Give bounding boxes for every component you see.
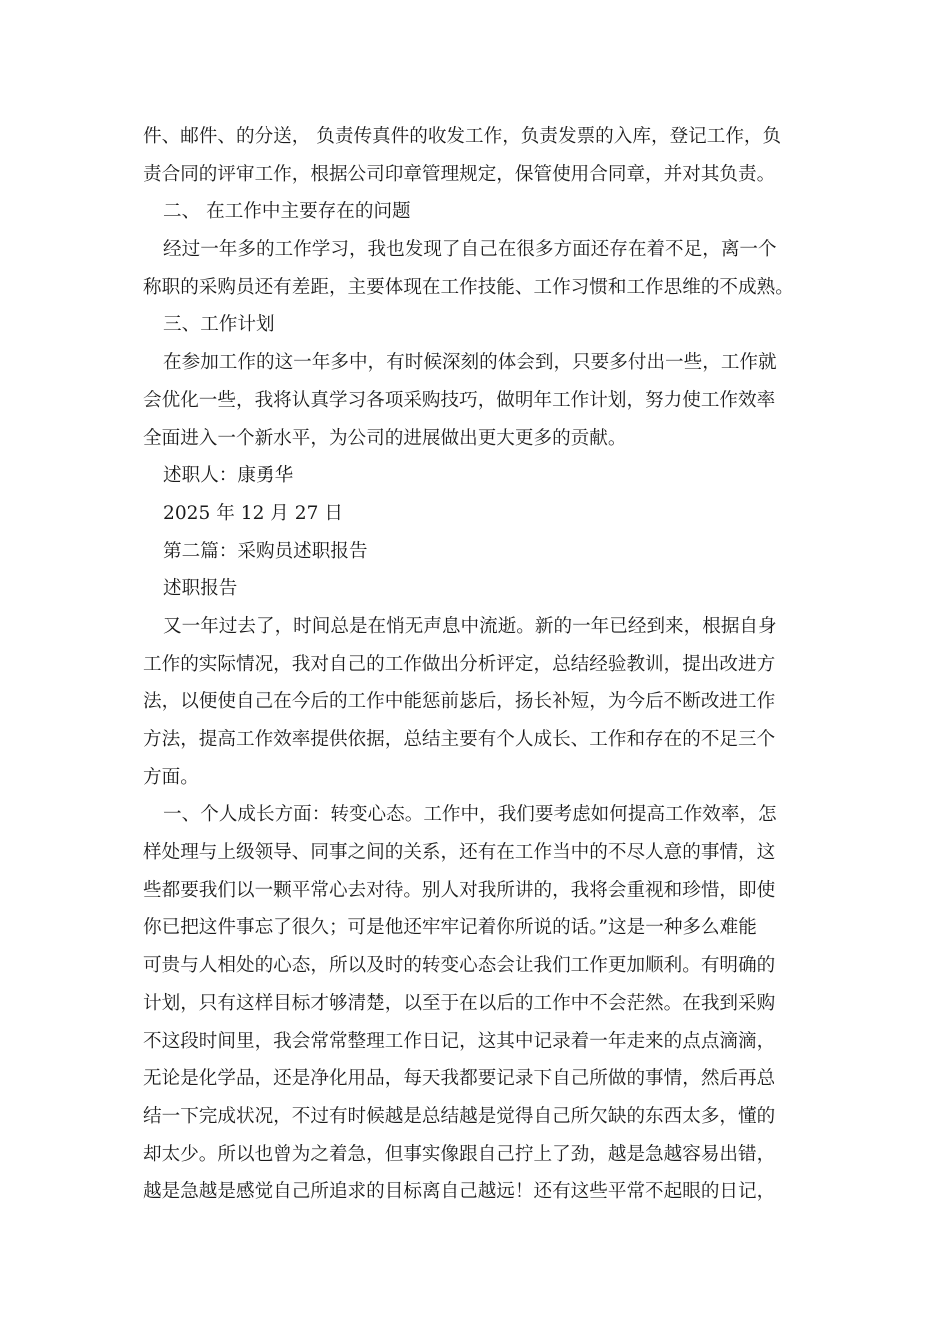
text-line: 件、邮件、的分送， 负责传真件的收发工作，负责发票的入库，登记工作，负: [143, 126, 782, 147]
text-line: 无论是化学品，还是净化用品，每天我都要记录下自己所做的事情，然后再总: [143, 1068, 776, 1090]
text-line: 会优化一些，我将认真学习各项采购技巧，做明年工作计划，努力使工作效率: [143, 389, 776, 411]
text-line: 工作的实际情况，我对自己的工作做出分析评定，总结经验教训，提出改进方: [143, 653, 776, 675]
text-line: 却太少。所以也曾为之着急，但事实像跟自己拧上了劲，越是急越容易出错，: [143, 1143, 776, 1165]
author-line: 述职人：康勇华: [163, 465, 294, 487]
date-line: 2025 年 12 月 27 日: [163, 502, 343, 524]
text-line: 经过一年多的工作学习，我也发现了自己在很多方面还存在着不足，离一个: [163, 239, 777, 261]
document-body: [143, 118, 811, 1211]
text-line: 在参加工作的这一年多中，有时候深刻的体会到，只要多付出一些，工作就: [163, 352, 777, 374]
text-line: 可贵与人相处的心态，所以及时的转变心态会让我们工作更加顺利。有明确的: [143, 955, 776, 977]
text-line: 样处理与上级领导、同事之间的关系，还有在工作当中的不尽人意的事情，这: [143, 842, 776, 864]
text-line: 些都要我们以一颗平常心去对待。别人对我所讲的，我将会重视和珍惜，即使: [143, 879, 776, 901]
text-line: 又一年过去了，时间总是在悄无声息中流逝。新的一年已经到来，根据自身: [163, 615, 777, 637]
text-line: 结一下完成状况，不过有时候越是总结越是觉得自己所欠缺的东西太多，懂的: [143, 1105, 776, 1127]
section-heading: 三、工作计划: [163, 314, 275, 336]
chapter-title: 第二篇：采购员述职报告: [163, 540, 368, 562]
text-line: 你已把这件事忘了很久；可是他还牢牢记着你所说的话。”这是一种多么难能: [143, 917, 757, 939]
text-line: 责合同的评审工作，根据公司印章管理规定，保管使用合同章，并对其负责。: [143, 163, 776, 185]
text-line: 全面进入一个新水平，为公司的进展做出更大更多的贡献。: [143, 427, 627, 449]
report-title: 述职报告: [163, 578, 238, 600]
text-line: 称职的采购员还有差距，主要体现在工作技能、工作习惯和工作思维的不成熟。: [143, 276, 794, 298]
text-line: 方法，提高工作效率提供依据，总结主要有个人成长、工作和存在的不足三个: [143, 729, 776, 750]
text-line: 越是急越是感觉自己所追求的目标离自己越远！还有这些平常不起眼的日记，: [143, 1181, 776, 1203]
text-line: 法，以便使自己在今后的工作中能惩前毖后，扬长补短，为今后不断改进工作: [143, 691, 776, 713]
text-line: 一、个人成长方面：转变心态。工作中，我们要考虑如何提高工作效率，怎: [163, 804, 777, 826]
text-line: 方面。: [143, 766, 199, 788]
text-line: 计划，只有这样目标才够清楚，以至于在以后的工作中不会茫然。在我到采购: [143, 992, 776, 1014]
section-heading: 二、 在工作中主要存在的问题: [163, 201, 411, 223]
text-line: 不这段时间里，我会常常整理工作日记，这其中记录着一年走来的点点滴滴，: [143, 1030, 776, 1052]
